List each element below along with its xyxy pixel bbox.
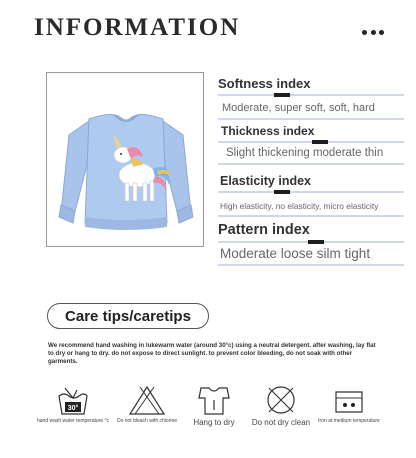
thickness-index-marker — [312, 140, 328, 144]
iron-medium-item — [318, 384, 380, 424]
elasticity-index-label: Elasticity index — [220, 174, 312, 188]
thickness-index-values: Slight thickening moderate thin — [226, 147, 384, 159]
softness-index-values: Moderate, super soft, soft, hard — [222, 102, 375, 114]
hang-dry-item — [188, 384, 240, 427]
no-dry-clean-label: Do not dry clean — [251, 418, 311, 427]
more-options-icon[interactable] — [362, 28, 384, 36]
elasticity-index-marker — [274, 190, 290, 194]
softness-index-marker — [274, 93, 290, 97]
care-instructions-text: We recommend hand washing in lukewarm water (around 30°c) using a neutral detergent. after washing, lay flat to dry or hang to dry. do not expose to direct sunlight. to prevent color bleeding, do not soak with other garments. — [48, 342, 376, 365]
iron-medium-icon — [332, 384, 366, 416]
no-dry-clean-item — [250, 384, 312, 427]
no-bleach-icon — [127, 384, 167, 416]
page-title: INFORMATION — [34, 14, 241, 41]
elasticity-index-underline — [218, 215, 404, 217]
thickness-index — [218, 124, 404, 165]
elasticity-index — [218, 174, 404, 217]
hand-wash-item — [36, 384, 110, 424]
elasticity-index-values: High elasticity, no elasticity, micro elasticity — [220, 201, 379, 211]
pattern-index-scale — [218, 241, 404, 243]
thickness-index-underline — [218, 163, 404, 165]
softness-index-underline — [218, 118, 404, 120]
care-tips-title: Care tips/caretips — [47, 303, 209, 329]
pattern-index-label: Pattern index — [218, 222, 310, 238]
softness-index — [218, 76, 404, 120]
sweatshirt-unicorn-illustration — [47, 73, 205, 248]
softness-index-scale — [218, 94, 404, 96]
pattern-index-underline — [218, 264, 404, 266]
no-bleach-item — [112, 384, 182, 424]
no-dry-clean-icon — [264, 384, 298, 416]
hang-dry-icon — [197, 384, 231, 416]
hand-wash-temp: 30° — [67, 405, 79, 412]
thickness-index-scale — [218, 141, 404, 143]
no-bleach-label: Do not bleach with chlorine — [116, 418, 178, 424]
hand-wash-icon — [55, 384, 91, 416]
elasticity-index-scale — [218, 191, 404, 193]
hang-dry-label: Hang to dry — [193, 418, 235, 427]
hand-wash-label: hand wash water temperature °c — [36, 418, 110, 424]
softness-index-label: Softness index — [218, 76, 311, 91]
iron-medium-label: Iron at medium temperature — [318, 418, 380, 424]
pattern-index-values: Moderate loose silm tight — [220, 246, 371, 261]
thickness-index-label: Thickness index — [221, 124, 315, 138]
pattern-index-marker — [308, 240, 324, 244]
pattern-index — [218, 222, 404, 266]
product-image — [46, 72, 204, 247]
